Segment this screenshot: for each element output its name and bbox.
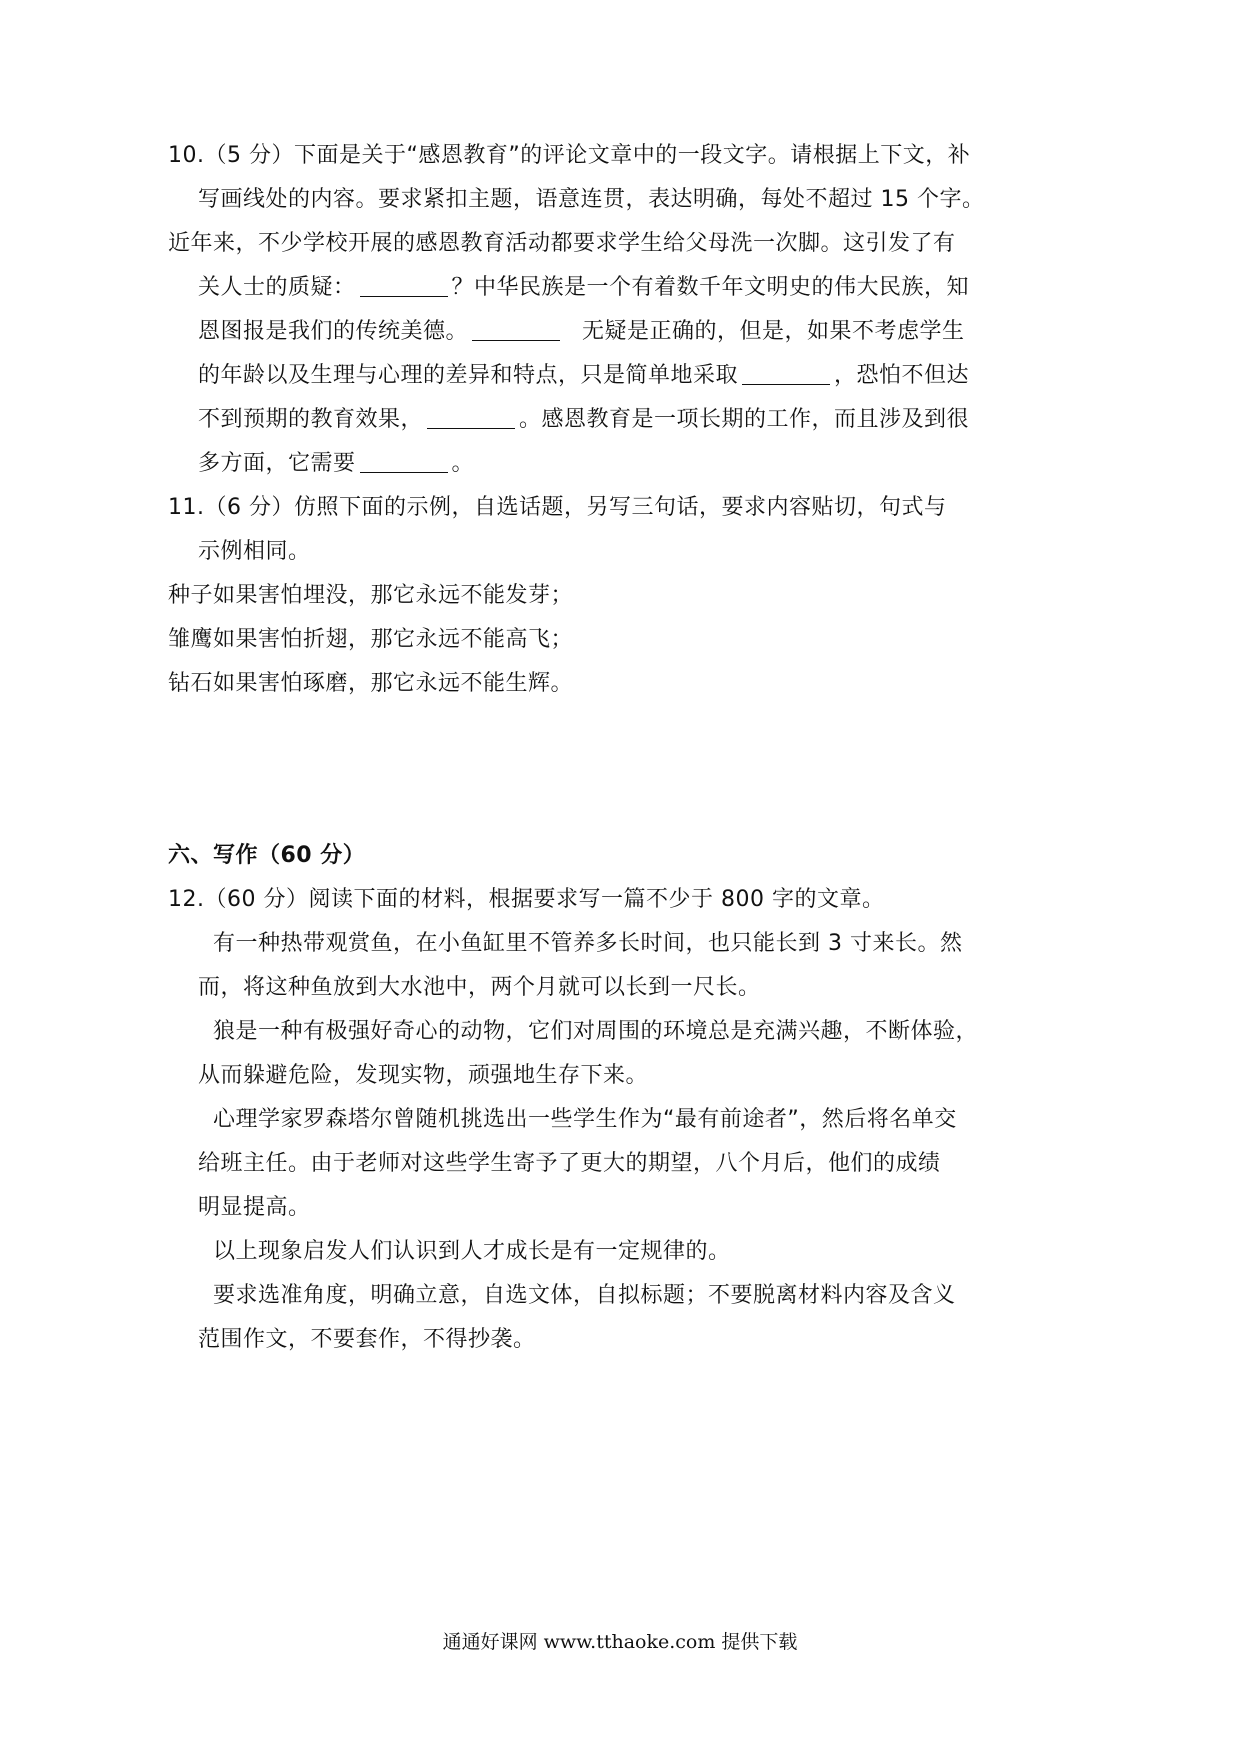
page-footer: 通通好课网 www.tthaoke.com 提供下载 <box>442 1631 798 1653</box>
q11-line-2: 示例相同。 <box>198 539 311 564</box>
q10-line-6-text-a: 的年龄以及生理与心理的差异和特点，只是简单地采取 <box>198 363 739 388</box>
answer-blank-4[interactable] <box>427 408 515 429</box>
section-heading-writing: 六、写作（60 分） <box>168 843 366 868</box>
q10-line-8 <box>198 449 474 479</box>
q12-paragraph-4: 以上现象启发人们认识到人才成长是有一定规律的。 <box>213 1239 731 1264</box>
q10-line-4 <box>198 273 969 303</box>
q12-requirements-line-1: 要求选准角度，明确立意，自选文体，自拟标题；不要脱离材料内容及含义 <box>213 1283 956 1308</box>
q10-line-7 <box>198 405 969 435</box>
q12-paragraph-2-line-1: 狼是一种有极强好奇心的动物，它们对周围的环境总是充满兴趣，不断体验， <box>213 1019 979 1044</box>
q10-line-8-text-a: 多方面，它需要 <box>198 451 356 476</box>
q12-paragraph-1-line-2: 而，将这种鱼放到大水池中，两个月就可以长到一尺长。 <box>198 975 761 1000</box>
q10-line-7-text-a: 不到预期的教育效果， <box>198 407 424 432</box>
q10-line-6-text-b: ，恐怕不但达 <box>834 363 970 388</box>
q12-paragraph-1-line-1: 有一种热带观赏鱼，在小鱼缸里不管养多长时间，也只能长到 3 寸来长。然 <box>213 931 963 956</box>
answer-blank-3[interactable] <box>742 364 830 385</box>
answer-blank-2[interactable] <box>472 320 560 341</box>
q12-line-1: 12.（60 分）阅读下面的材料，根据要求写一篇不少于 800 字的文章。 <box>168 887 885 912</box>
q11-example-1: 种子如果害怕埋没，那它永远不能发芽； <box>168 583 574 608</box>
q10-line-7-text-b: 。感恩教育是一项长期的工作，而且涉及到很 <box>519 407 970 432</box>
q10-line-3: 近年来，不少学校开展的感恩教育活动都要求学生给父母洗一次脚。这引发了有 <box>168 231 956 256</box>
q12-requirements-line-2: 范围作文，不要套作，不得抄袭。 <box>198 1327 536 1352</box>
q10-line-1: 10.（5 分）下面是关于“感恩教育”的评论文章中的一段文字。请根据上下文，补 <box>168 143 971 168</box>
q10-line-5-text-a: 恩图报是我们的传统美德。 <box>198 319 469 344</box>
q12-paragraph-3-line-2: 给班主任。由于老师对这些学生寄予了更大的期望，八个月后，他们的成绩 <box>198 1151 941 1176</box>
q10-line-5-text-b: 无疑是正确的，但是，如果不考虑学生 <box>582 319 965 344</box>
q10-line-4-text-a: 关人士的质疑： <box>198 275 356 300</box>
q10-line-4-text-b: ？中华民族是一个有着数千年文明史的伟大民族，知 <box>451 275 970 300</box>
q11-line-1: 11.（6 分）仿照下面的示例，自选话题，另写三句话，要求内容贴切，句式与 <box>168 495 947 520</box>
q10-line-5 <box>198 317 965 347</box>
answer-blank-1[interactable] <box>360 276 448 297</box>
q11-example-3: 钻石如果害怕琢磨，那它永远不能生辉。 <box>168 671 574 696</box>
q12-paragraph-3-line-3: 明显提高。 <box>198 1195 311 1220</box>
q10-line-2: 写画线处的内容。要求紧扣主题，语意连贯，表达明确，每处不超过 15 个字。 <box>198 187 985 212</box>
q12-paragraph-2-line-2: 从而躲避危险，发现实物，顽强地生存下来。 <box>198 1063 649 1088</box>
q11-example-2: 雏鹰如果害怕折翅，那它永远不能高飞； <box>168 627 574 652</box>
q10-line-6 <box>198 361 969 391</box>
q12-paragraph-3-line-1: 心理学家罗森塔尔曾随机挑选出一些学生作为“最有前途者”，然后将名单交 <box>213 1107 957 1132</box>
q10-line-8-text-b: 。 <box>451 451 475 476</box>
answer-blank-5[interactable] <box>360 452 448 473</box>
